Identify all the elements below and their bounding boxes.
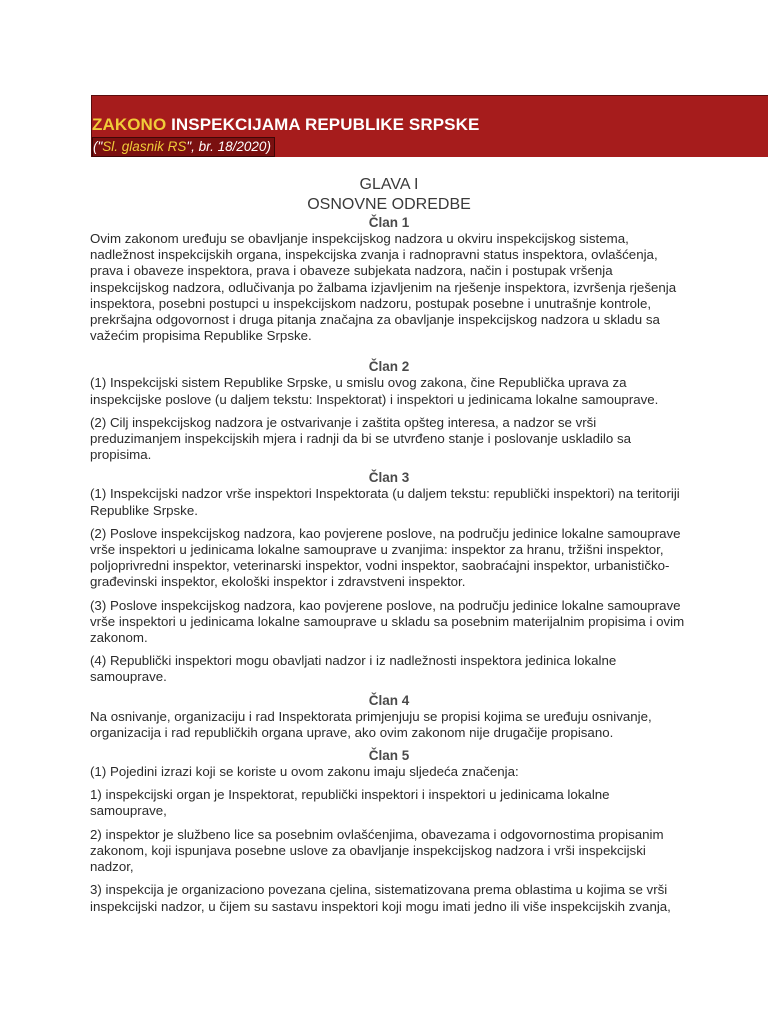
article-paragraph: (1) Inspekcijski nadzor vrše inspektori Inspektorata (u daljem tekstu: republički inspektori) na teritoriji Republike Srpske.	[90, 486, 680, 518]
gazette-rest: ", br. 18/2020)	[186, 139, 271, 154]
gazette-open: ("	[93, 139, 103, 154]
article-title: Član 3	[368, 470, 410, 486]
title-highlight-o: O	[152, 115, 167, 134]
article-paragraph: 3) inspekcija je organizaciono povezana cjelina, sistematizovana prema oblastima u kojima se vrši inspekcijski nadzor, u čijem su sastavu inspektori koji mogu imati jedno ili više inspekcijskih zvanja,	[90, 882, 671, 914]
chapter-number: GLAVA I	[359, 176, 419, 193]
article-2	[90, 359, 688, 463]
title-highlight: ZAKON	[92, 115, 153, 134]
article-3	[90, 470, 688, 685]
law-title	[92, 115, 479, 135]
gazette-reference	[92, 137, 275, 157]
article-5	[90, 748, 688, 915]
article-paragraph: (2) Poslove inspekcijskog nadzora, kao povjerene poslove, na području jedinice lokalne samouprave vrše inspektori u jedinicama lokalne samouprave u zvanjima: inspektor za hranu, tržišni inspektor, poljoprivredni inspektor, veterinarski inspektor, vodni inspektor, saobraćajni inspektor, urbanističko-građevinski inspektor, ekološki inspektor i zdravstveni inspektor.	[90, 525, 681, 590]
article-paragraph: (1) Inspekcijski sistem Republike Srpske, u smislu ovog zakona, čine Republička uprava za inspekcijske poslove (u daljem tekstu: Inspektorat) i inspektori u jedinicama lokalne samouprave.	[90, 375, 659, 407]
title-rest: INSPEKCIJAMA REPUBLIKE SRPSKE	[166, 115, 480, 134]
article-title: Član 4	[368, 692, 410, 708]
article-paragraph: (2) Cilj inspekcijskog nadzora je ostvarivanje i zaštita opšteg interesa, a nadzor se vrši preduzimanjem inspekcijskih mjera i radnji da bi se utvrđeno stanje i poslovanje uskladilo sa propisima.	[90, 414, 632, 463]
article-title: Član 2	[368, 359, 410, 375]
article-title: Član 5	[368, 748, 410, 764]
article-4	[90, 693, 688, 741]
article-paragraph: (4) Republički inspektori mogu obavljati nadzor i iz nadležnosti inspektora jedinica lokalne samouprave.	[90, 653, 617, 685]
document-body	[90, 175, 688, 922]
article-title: Član 1	[368, 215, 410, 230]
article-paragraph: (1) Pojedini izrazi koji se koriste u ovom zakonu imaju sljedeća značenja:	[90, 764, 519, 780]
gazette-link[interactable]: Sl. glasnik RS	[102, 139, 187, 154]
chapter-name: OSNOVNE ODREDBE	[307, 196, 471, 213]
article-1	[90, 215, 688, 344]
article-paragraph: (3) Poslove inspekcijskog nadzora, kao povjerene poslove, na području jedinice lokalne samouprave vrše inspektori u jedinicama lokalne samouprave u skladu sa posebnim materijalnim propisima i ovim zakonom.	[90, 597, 685, 646]
article-paragraph: 2) inspektor je službeno lice sa posebnim ovlašćenjima, obavezama i odgovornostima propisanim zakonom, koji ispunjava posebne uslove za obavljanje inspekcijskog nadzora i vrši inspekcijski nadzor,	[90, 826, 664, 875]
article-paragraph: 1) inspekcijski organ je Inspektorat, republički inspektori i inspektori u jedinicama lokalne samouprave,	[90, 787, 610, 819]
article-paragraph: Na osnivanje, organizaciju i rad Inspektorata primjenjuju se propisi kojima se uređuju osnivanje, organizacija i rad republičkih organa uprave, ako ovim zakonom nije drugačije propisano.	[90, 708, 652, 740]
article-paragraph: Ovim zakonom uređuju se obavljanje inspekcijskog nadzora u okviru inspekcijskog sistema, nadležnost inspekcijskih organa, inspekcijska zvanja i radnopravni status inspektora, ovlašćenja, prava i obaveze inspektora, prava i obaveze subjekata nadzora, način i postupak vršenja inspekcijskog nadzora, odlučivanja po žalbama izjavljenim na rješenje inspektora, izvršenja rješenja inspektora, posebni postupci u inspekcijskom nadzoru, postupak posebne i unutrašnje kontrole, prekršajna odgovornost i druga pitanja značajna za obavljanje inspekcijskog nadzora u skladu sa važećim propisima Republike Srpske.	[90, 231, 677, 344]
